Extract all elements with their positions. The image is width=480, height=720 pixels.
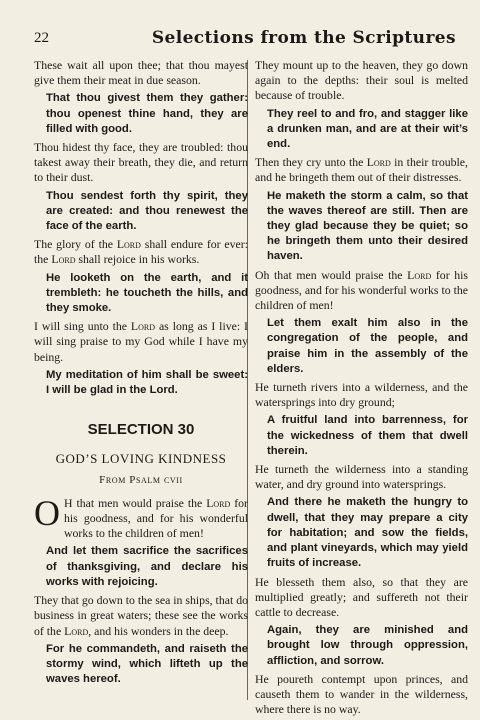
selection-heading: SELECTION 30 [87, 421, 195, 439]
congregation-response: He looketh on the earth, and it trembleth: he toucheth the hills, and they smoke. [46, 271, 248, 315]
selection-title: GOD’S LOVING KINDNESS [55, 451, 227, 467]
reader-verse: He poureth contempt upon princes, and causeth them to wander in the wilderness, where there is no way. [255, 671, 468, 717]
divine-name: Lord [116, 237, 141, 252]
reader-verse [255, 155, 468, 185]
divine-name: Lord [51, 252, 76, 267]
verse-text: shall endure for ever: the [34, 237, 248, 267]
verse-text: for his goodness, and for his wonderful works to the children of men! [64, 495, 248, 541]
congregation-response: My meditation of him shall be sweet: I will be glad in the Lord. [46, 368, 248, 397]
left-column [34, 58, 248, 690]
congregation-response: That thou givest them they gather: thou openest thine hand, they are filled with good. [46, 92, 248, 135]
divine-name: Lord [64, 623, 89, 638]
congregation-response: A fruitful land into barrenness, for the wickedness of them that dwell therein. [267, 414, 468, 457]
congregation-response: For he commandeth, and raiseth the stormy wind, which lifteth up the waves hereof. [46, 642, 248, 686]
congregation-response: They reel to and fro, and stagger like a drunken man, and are at their wit’s end. [267, 107, 468, 151]
congregation-response: Let them exalt him also in the congregation of the people, and praise him in the assembly of the elders. [267, 317, 468, 375]
verse-text: The glory of the [34, 237, 117, 252]
verse-text: as long as I live: I will sing praise to my God while I have my being. [34, 319, 248, 364]
reader-verse: They mount up to the heaven, they go down again to the depths: their soul is melted because of trouble. [255, 58, 468, 103]
verse-text: for his goodness, and for his wonderful works to the children of men! [255, 267, 469, 313]
verse-text: in their trouble, and he bringeth them out of their distresses. [255, 155, 468, 185]
reader-verse: Thou hidest thy face, they are troubled: thou takest away their breath, they die, and return to their dust. [34, 140, 248, 185]
divine-name: Lord [366, 155, 391, 170]
reader-verse: These wait all upon thee; that thou mayest give them their meat in due season. [34, 58, 248, 88]
verse-text: shall rejoice in his works. [75, 252, 200, 267]
selection-source: From Psalm cvii [99, 473, 183, 486]
congregation-response: Again, they are minished and brought low through oppression, affliction, and sorrow. [267, 624, 468, 667]
reader-verse: He turneth the wilderness into a standing water, and dry ground into watersprings. [255, 462, 468, 492]
right-column [255, 58, 468, 720]
congregation-response: And there he maketh the hungry to dwell, that they may prepare a city for habitation; and sow the fields, and plant vineyards, which may yield fruits of increase. [267, 496, 468, 570]
divine-name: Lord [130, 319, 156, 334]
verse-text: Then they cry unto the [255, 155, 367, 170]
divine-name: Lord [206, 495, 231, 510]
reader-verse [34, 492, 248, 542]
reader-verse: He turneth rivers into a wilderness, and the watersprings into dry ground; [255, 380, 468, 410]
reader-verse [34, 593, 248, 639]
congregation-response: Thou sendest forth thy spirit, they are created: and thou renewest the face of the earth. [46, 189, 248, 233]
verse-text: They that go down to the sea in ships, that do business in great waters; these see the works of the [34, 593, 248, 638]
page-header [34, 30, 456, 54]
reader-verse [34, 237, 248, 267]
verse-text: I will sing unto the [34, 319, 131, 334]
verse-text: , and his wonders in the deep. [88, 623, 229, 638]
congregation-response: And let them sacrifice the sacrifices of thanksgiving, and declare his works with rejoicing. [46, 545, 248, 588]
drop-cap: O [34, 492, 60, 533]
divine-name: Lord [407, 267, 432, 282]
verse-text: H that men would praise the [64, 495, 207, 510]
reader-verse [34, 319, 248, 365]
congregation-response: He maketh the storm a calm, so that the waves thereof are still. Then are they glad because they be quiet; so he bringeth them unto their desired haven. [267, 189, 468, 263]
running-title: Selections from the Scriptures [151, 28, 456, 48]
verse-text: Oh that men would praise the [255, 267, 408, 282]
reader-verse [255, 268, 468, 314]
page-number: 22 [34, 30, 49, 46]
reader-verse: He blesseth them also, so that they are multiplied greatly; and suffereth not their cattle to decrease. [255, 574, 468, 619]
